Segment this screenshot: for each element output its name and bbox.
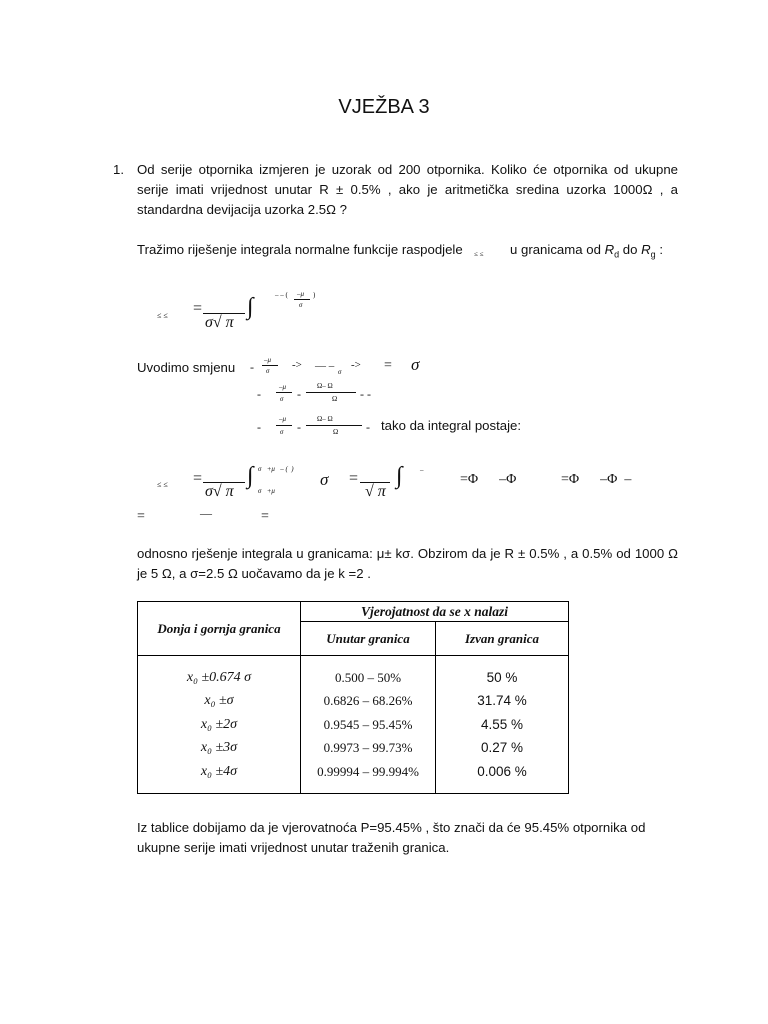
rd-symbol: R	[604, 242, 615, 257]
sub-row2-line2	[306, 392, 356, 393]
sub-eq: =	[384, 358, 392, 373]
formula2-integral2: ∫	[396, 463, 403, 489]
inside-value: 0.99994 – 99.994%	[317, 763, 419, 779]
sub-arrow2: ->	[351, 359, 361, 371]
bound-row: x₀ ±3σ	[200, 740, 238, 756]
formula2-lower: σ +μ	[258, 487, 275, 495]
bound-row: x₀ ±σ	[204, 693, 234, 709]
outside-column	[436, 656, 569, 794]
formula1-exp-top: – – (	[275, 291, 288, 299]
inside-column	[301, 656, 436, 794]
sub-row3-num: Ω– Ω	[317, 415, 333, 423]
formula1-exp-sigma: σ	[299, 301, 303, 309]
sub-row3-line2	[306, 425, 362, 426]
bounds-column	[138, 656, 301, 794]
task-number: 1.	[113, 162, 124, 177]
formula1-exp-mu: –μ	[297, 290, 305, 298]
header-outside-cell	[436, 622, 569, 656]
inside-value: 0.9545 – 95.45%	[323, 716, 413, 732]
bound-row: x₀ ±4σ	[200, 763, 238, 779]
integral-intro-text: Tražimo riješenje integrala normalne funkcije raspodjele	[137, 242, 463, 257]
header-bounds: Donja i gornja granica	[157, 620, 281, 636]
outside-value: 4.55 %	[480, 716, 524, 732]
header-inside: Unutar granica	[326, 630, 410, 646]
formula2-sigma: σ	[320, 470, 329, 489]
page-title: VJEŽBA 3	[338, 96, 430, 118]
inside-value: 0.500 – 50%	[334, 669, 402, 685]
to-word: do	[622, 242, 638, 257]
sub-row1-sigma: σ	[266, 367, 270, 375]
sub-row3-den: Ω	[333, 428, 339, 436]
outside-value: 0.006 %	[477, 763, 527, 779]
conclusion-paragraph: Iz tablice dobijamo da je vjerovatnoća P=95.45% , što znači da će 95.45% otpornika od ukupne serije imati vrijednost unutar traženih granica.	[137, 820, 646, 855]
sub-row2-den: Ω	[332, 395, 338, 403]
sub-row2-sigma: σ	[280, 395, 284, 403]
formula2-lhs: ≤ ≤	[157, 480, 168, 489]
formula1-integral: ∫	[247, 294, 254, 320]
formula2-line2-minus: —	[200, 506, 212, 520]
outside-value: 50 %	[486, 669, 518, 685]
inside-value: 0.6826 – 68.26%	[323, 693, 413, 709]
sub-row2-mu: –μ	[279, 383, 287, 391]
range-paragraph: odnosno rješenje integrala u granicama: μ± kσ. Obzirom da je R ± 0.5% , a 0.5% od 1000 Ω je 5 Ω, a σ=2.5 Ω uočavamo da je k =2 .	[137, 546, 678, 581]
header-probability: Vjerojatnost da se x nalazi	[360, 603, 509, 619]
rg-symbol: R	[641, 242, 651, 257]
sub-row3-sigma: σ	[280, 428, 284, 436]
header-outside: Izvan granica	[464, 630, 540, 646]
formula2-line2-eq2: =	[261, 509, 269, 524]
bounds-text	[510, 240, 663, 265]
outside-value: 31.74 %	[477, 693, 527, 709]
header-probability-cell	[301, 602, 569, 622]
sub-row3-text: tako da integral postaje:	[381, 418, 522, 433]
colon: :	[659, 242, 664, 257]
formula2-line2-eq1: =	[137, 509, 145, 524]
formula2-denominator1: σ√ π	[205, 483, 234, 500]
formula2-phi1: =Φ –Φ	[460, 472, 517, 487]
sub-sigma: σ	[411, 355, 420, 374]
formula2-denominator2: √ π	[365, 483, 386, 500]
header-bounds-cell	[138, 602, 301, 656]
sub-row1-mid: — –	[315, 360, 335, 372]
integral-intro	[137, 240, 463, 260]
sub-arrow1: ->	[292, 359, 302, 371]
sub-row3-mu: –μ	[279, 415, 287, 423]
sub-row3-line	[276, 425, 292, 426]
formula2-eq1: =	[193, 470, 203, 487]
formula2-eq2: =	[349, 470, 359, 487]
header-inside-cell	[301, 622, 436, 656]
formula1-denominator: σ√ π	[205, 314, 234, 331]
formula1-lhs: ≤ ≤	[157, 311, 168, 320]
formula1-exp-line	[294, 299, 310, 300]
sub-row2-num: Ω– Ω	[317, 382, 333, 390]
formula1-exp-close: )	[313, 291, 316, 299]
substitution-label: Uvodimo smjenu	[137, 360, 236, 375]
inside-value: 0.9973 – 99.73%	[323, 740, 413, 756]
sub-row2-line	[276, 392, 292, 393]
sub-row1-sigma2: σ	[338, 368, 342, 376]
bound-row: x₀ ±0.674 σ	[186, 669, 252, 685]
task-text: Od serije otpornika izmjeren je uzorak od 200 otpornika. Koliko će otpornika od ukupne serije imati vrijednost unutar R ± 0.5% , ako je aritmetička sredina uzorka 1000Ω , a standardna devijacija uzorka 2.5Ω ?	[137, 162, 678, 217]
formula2-integral1: ∫	[247, 463, 254, 489]
bounds-prefix: u granicama od	[510, 242, 601, 257]
formula2-upper: σ +μ – ( )	[258, 465, 294, 473]
rd-subscript: d	[614, 249, 620, 260]
formula2-exp2: –	[420, 466, 424, 474]
rg-subscript: g	[650, 249, 656, 260]
sub-row1-line	[262, 365, 278, 366]
bound-row: x₀ ±2σ	[200, 716, 238, 732]
probability-table	[137, 601, 569, 794]
sub-row1-mu: –μ	[264, 356, 272, 364]
sub-dash: -	[250, 360, 254, 374]
formula1-eq: =	[193, 300, 203, 317]
inequality-symbols: ≤ ≤	[474, 250, 484, 258]
outside-value: 0.27 %	[480, 740, 524, 756]
formula2-phi2: =Φ –Φ –	[561, 472, 632, 487]
